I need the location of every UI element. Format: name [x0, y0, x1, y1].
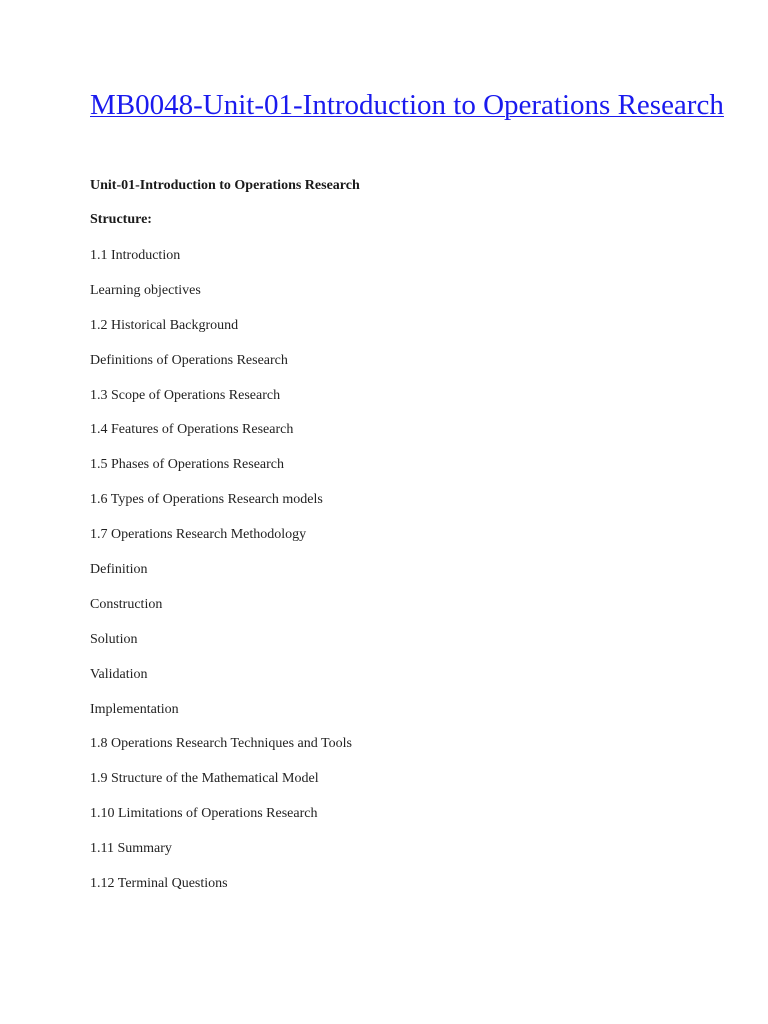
document-page: [90, 88, 730, 892]
list-item: 1.5 Phases of Operations Research: [90, 457, 285, 473]
list-item: 1.2 Historical Background: [90, 317, 239, 333]
list-item: Validation: [90, 666, 148, 682]
list-item: 1.12 Terminal Questions: [90, 876, 228, 892]
list-item: Solution: [90, 631, 138, 647]
list-item: 1.8 Operations Research Techniques and Tools: [90, 736, 352, 752]
list-item: Definition: [90, 562, 148, 578]
list-item: 1.3 Scope of Operations Research: [90, 387, 281, 403]
subtitle: Unit-01-Introduction to Operations Research: [90, 178, 360, 193]
list-item: 1.11 Summary: [90, 841, 172, 857]
list-item: 1.10 Limitations of Operations Research: [90, 806, 318, 822]
structure-list: [90, 247, 352, 910]
list-item: 1.4 Features of Operations Research: [90, 422, 294, 438]
list-item: 1.7 Operations Research Methodology: [90, 527, 307, 543]
page-title[interactable]: [90, 88, 730, 123]
structure-heading: Structure:: [90, 212, 152, 227]
list-item: 1.9 Structure of the Mathematical Model: [90, 771, 319, 787]
list-item: 1.6 Types of Operations Research models: [90, 492, 323, 508]
list-item: 1.1 Introduction: [90, 248, 181, 263]
list-item: Definitions of Operations Research: [90, 352, 288, 368]
title-link[interactable]: MB0048-Unit-01-Introduction to Operations Research: [90, 89, 724, 121]
list-item: Construction: [90, 596, 163, 612]
list-item: Learning objectives: [90, 282, 201, 298]
list-item: Implementation: [90, 701, 179, 717]
